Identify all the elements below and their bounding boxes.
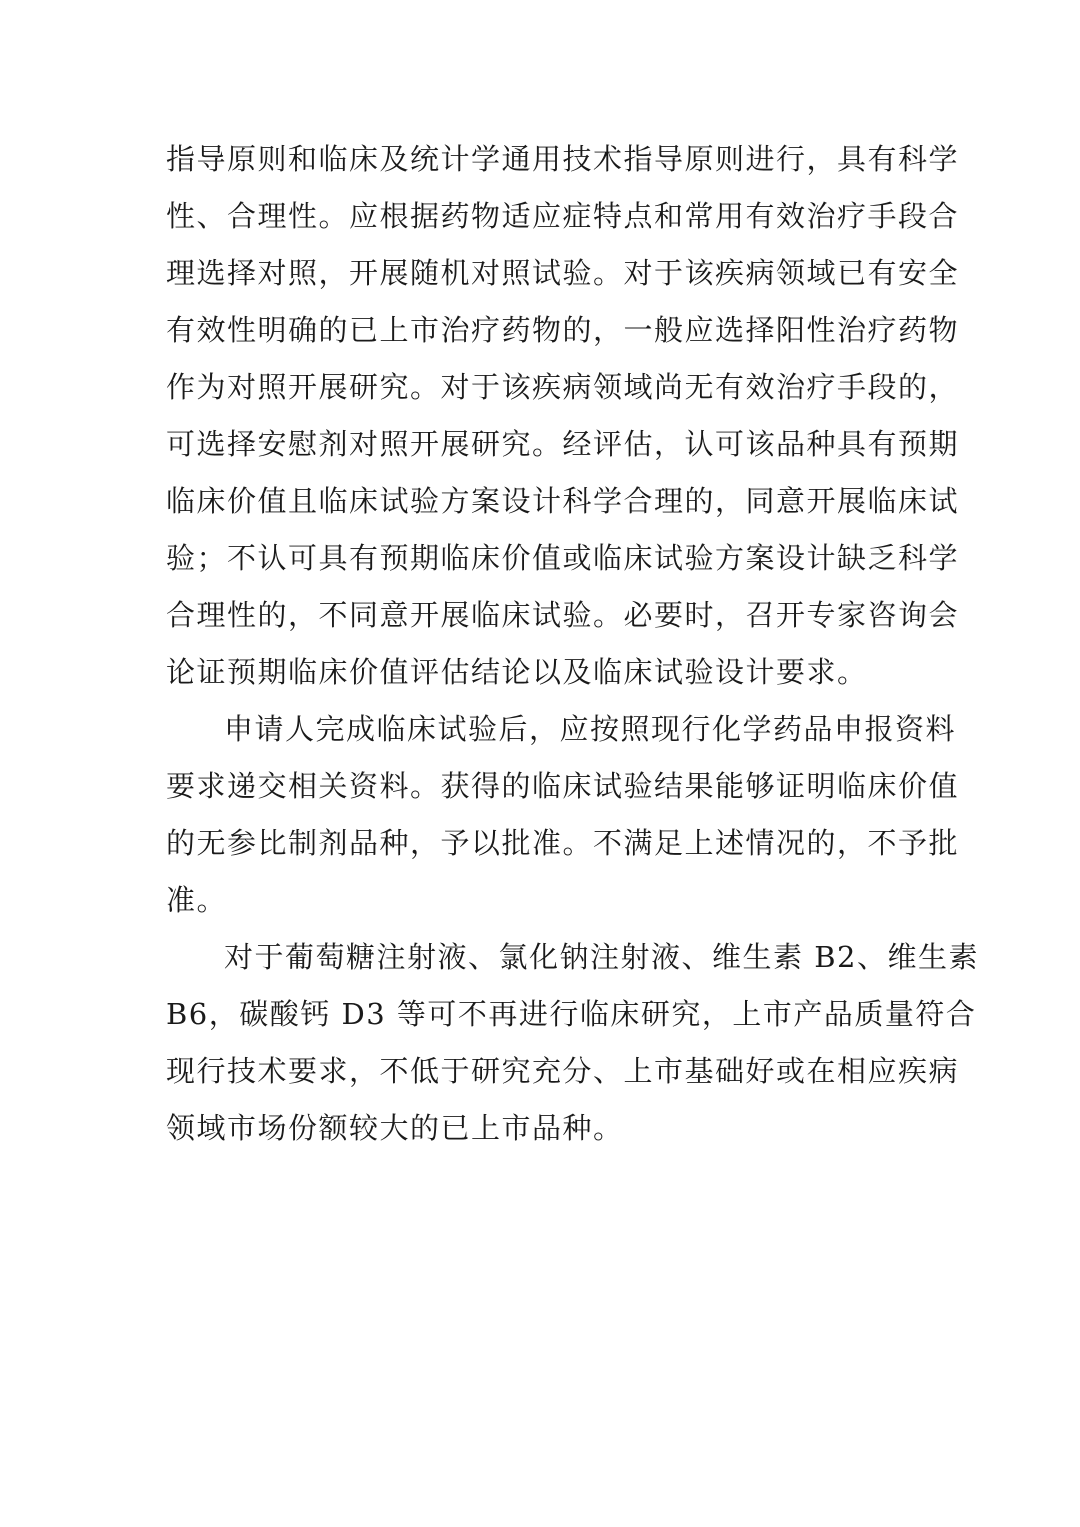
- paragraph-3: [166, 929, 979, 1157]
- text-line: 要求递交相关资料。获得的临床试验结果能够证明临床价值: [166, 769, 960, 803]
- text-line: 可选择安慰剂对照开展研究。经评估，认可该品种具有预期: [166, 427, 960, 461]
- text-line: 临床价值且临床试验方案设计科学合理的，同意开展临床试: [166, 484, 960, 518]
- text-line: 准。: [166, 883, 228, 917]
- text-line: 领域市场份额较大的已上市品种。: [166, 1111, 624, 1145]
- text-line: B6，碳酸钙 D3 等可不再进行临床研究，上市产品质量符合: [166, 997, 977, 1031]
- paragraph-1: [166, 131, 960, 701]
- text-line: 现行技术要求，不低于研究充分、上市基础好或在相应疾病: [166, 1054, 960, 1088]
- text-line: 有效性明确的已上市治疗药物的，一般应选择阳性治疗药物: [166, 313, 960, 347]
- text-line: 申请人完成临床试验后，应按照现行化学药品申报资料: [224, 712, 957, 746]
- text-line: 验；不认可具有预期临床价值或临床试验方案设计缺乏科学: [166, 541, 960, 575]
- text-line: 性、合理性。应根据药物适应症特点和常用有效治疗手段合: [166, 199, 960, 233]
- text-line: 论证预期临床价值评估结论以及临床试验设计要求。: [166, 655, 868, 689]
- paragraph-2: [166, 701, 960, 929]
- document-body: [166, 131, 979, 1157]
- text-line: 作为对照开展研究。对于该疾病领域尚无有效治疗手段的，: [166, 370, 960, 404]
- text-line: 对于葡萄糖注射液、氯化钠注射液、维生素 B2、维生素: [224, 940, 979, 974]
- text-line: 的无参比制剂品种，予以批准。不满足上述情况的，不予批: [166, 826, 960, 860]
- text-line: 理选择对照，开展随机对照试验。对于该疾病领域已有安全: [166, 256, 960, 290]
- text-line: 合理性的，不同意开展临床试验。必要时，召开专家咨询会: [166, 598, 960, 632]
- text-line: 指导原则和临床及统计学通用技术指导原则进行，具有科学: [166, 142, 960, 176]
